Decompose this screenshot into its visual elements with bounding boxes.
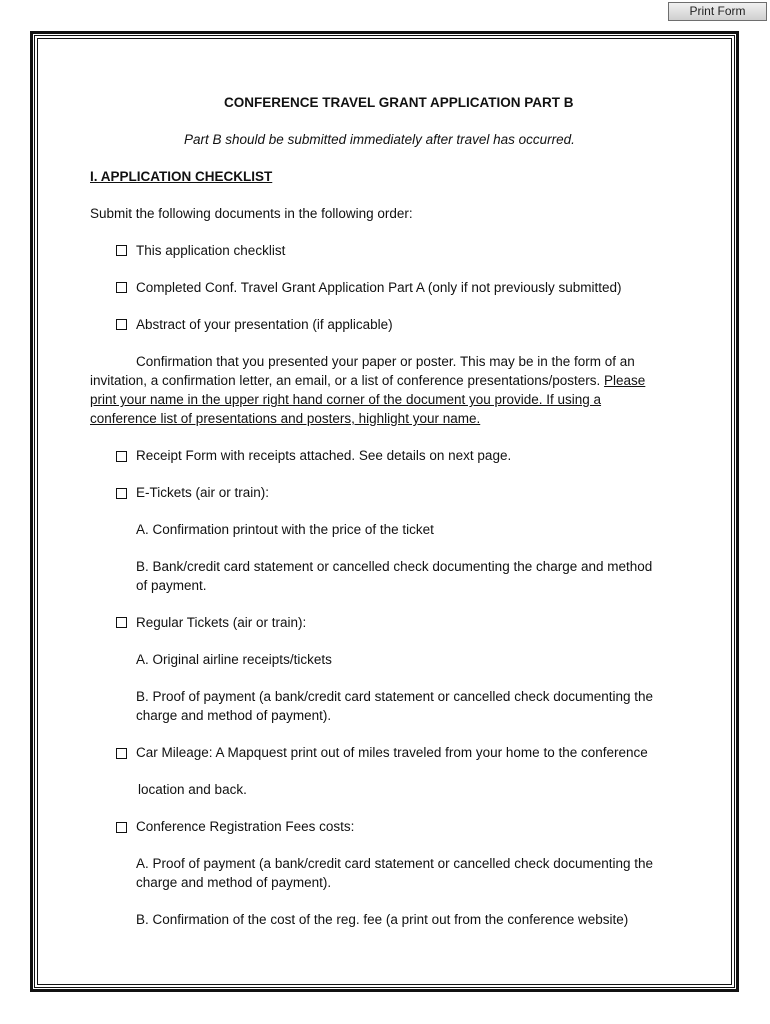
- mileage-checkbox[interactable]: [116, 748, 127, 759]
- etickets-item-b-line1: B. Bank/credit card statement or cancelled check documenting the charge and method: [136, 559, 653, 574]
- checklist-label: This application checklist: [136, 243, 286, 258]
- section-heading: I. APPLICATION CHECKLIST: [90, 169, 273, 184]
- etickets-item-a: A. Confirmation printout with the price of the ticket: [136, 522, 434, 537]
- receipt-label: Receipt Form with receipts attached. See details on next page.: [136, 448, 512, 463]
- part-a-label: Completed Conf. Travel Grant Application Part A (only if not previously submitted): [136, 280, 622, 295]
- etickets-item-b-line2: of payment.: [136, 578, 207, 593]
- etickets-label: E-Tickets (air or train):: [136, 485, 270, 500]
- form-title: CONFERENCE TRAVEL GRANT APPLICATION PART B: [224, 95, 574, 110]
- regular-tickets-checkbox[interactable]: [116, 617, 127, 628]
- regular-tickets-item-b-line1: B. Proof of payment (a bank/credit card statement or cancelled check documenting the: [136, 689, 654, 704]
- registration-item-a-line1: A. Proof of payment (a bank/credit card statement or cancelled check documenting the: [136, 856, 654, 871]
- confirmation-text-line2-underlined: Please: [604, 373, 646, 388]
- confirmation-text-line2-plain: invitation, a confirmation letter, an email, or a list of conference presentations/posters.: [90, 373, 601, 388]
- regular-tickets-item-a: A. Original airline receipts/tickets: [136, 652, 332, 667]
- regular-tickets-label: Regular Tickets (air or train):: [136, 615, 307, 630]
- registration-label: Conference Registration Fees costs:: [136, 819, 355, 834]
- part-a-checkbox[interactable]: [116, 282, 127, 293]
- confirmation-text-line4: conference list of presentations and posters, highlight your name.: [90, 411, 481, 426]
- abstract-checkbox[interactable]: [116, 319, 127, 330]
- receipt-checkbox[interactable]: [116, 451, 127, 462]
- mileage-label-line1: Car Mileage: A Mapquest print out of miles traveled from your home to the conference: [136, 745, 648, 760]
- intro-text: Submit the following documents in the following order:: [90, 206, 413, 221]
- registration-item-b: B. Confirmation of the cost of the reg. fee (a print out from the conference website): [136, 912, 629, 927]
- registration-item-a-line2: charge and method of payment).: [136, 875, 332, 890]
- confirmation-text-line2: [90, 371, 645, 390]
- confirmation-text-line1: Confirmation that you presented your paper or poster. This may be in the form of an: [136, 354, 635, 369]
- regular-tickets-item-b-line2: charge and method of payment).: [136, 708, 332, 723]
- abstract-label: Abstract of your presentation (if applicable): [136, 317, 393, 332]
- etickets-checkbox[interactable]: [116, 488, 127, 499]
- registration-checkbox[interactable]: [116, 822, 127, 833]
- checklist-checkbox[interactable]: [116, 245, 127, 256]
- mileage-label-line2: location and back.: [138, 782, 247, 797]
- print-form-button[interactable]: Print Form: [668, 2, 767, 21]
- confirmation-text-line3: print your name in the upper right hand corner of the document you provide. If using a: [90, 392, 602, 407]
- form-subtitle: Part B should be submitted immediately after travel has occurred.: [184, 132, 575, 147]
